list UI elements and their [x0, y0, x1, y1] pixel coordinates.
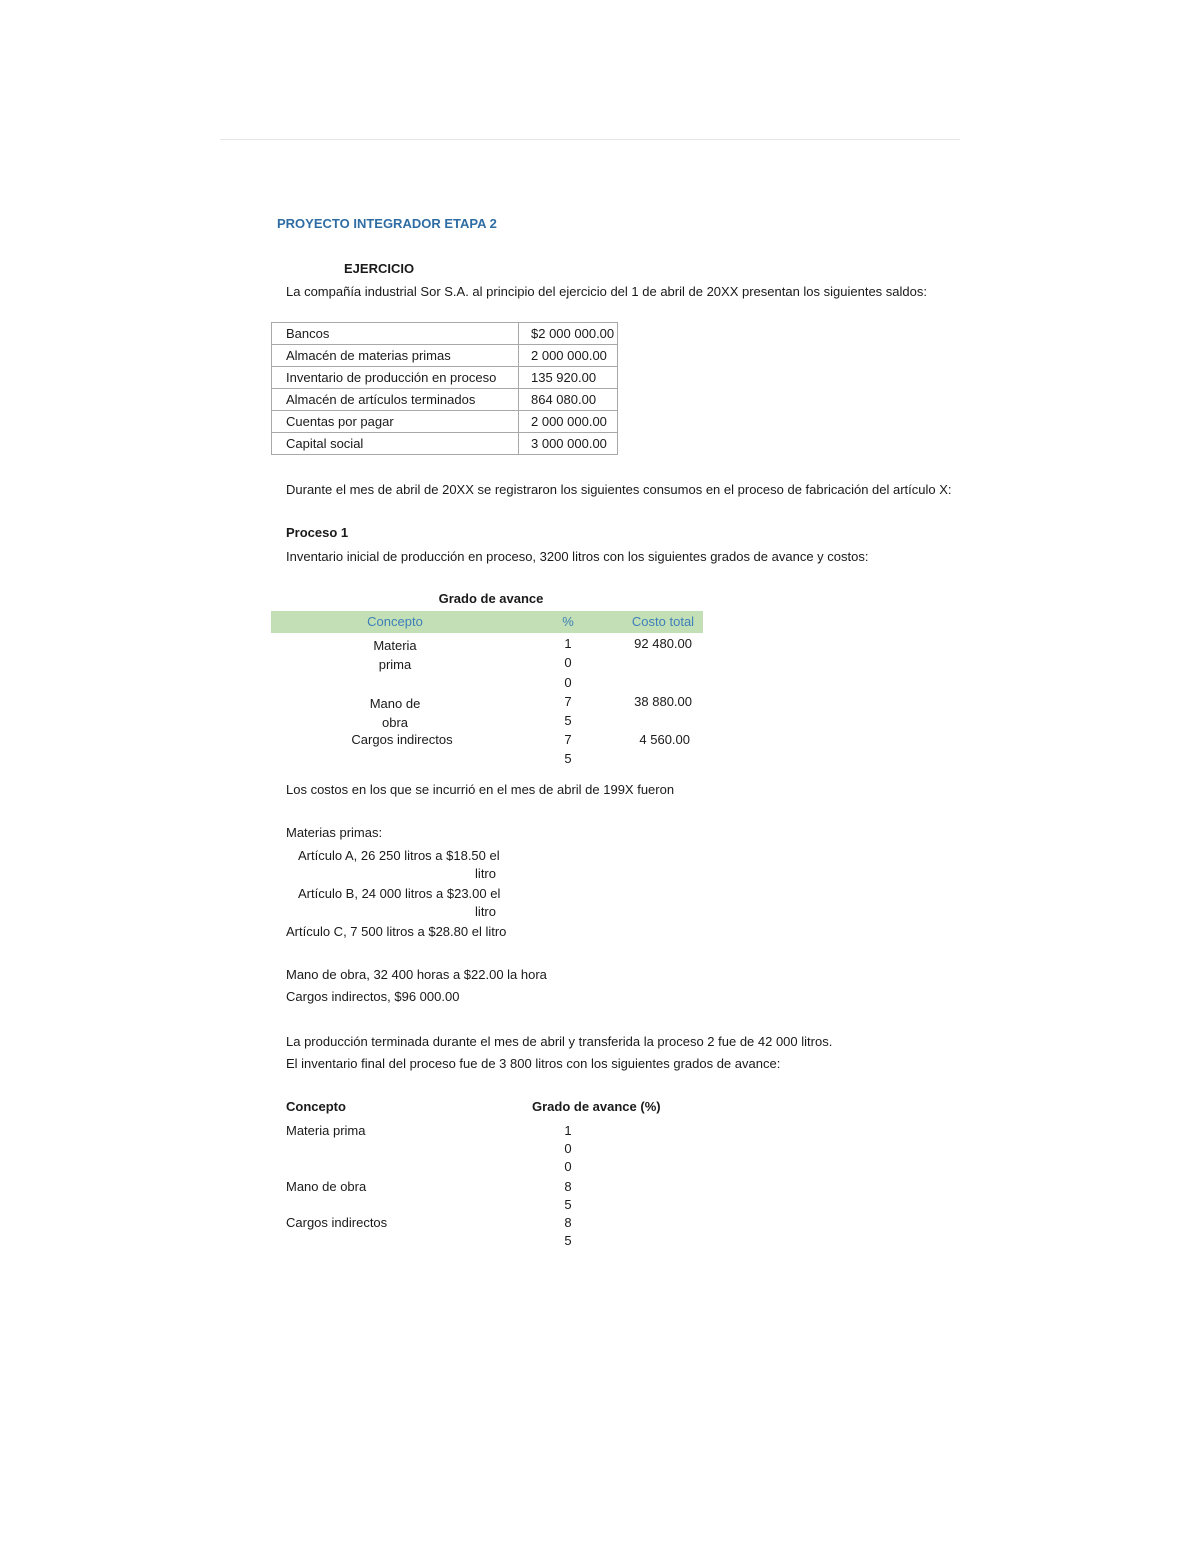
progress-digit: 0 — [564, 1159, 572, 1174]
table-row — [272, 345, 618, 367]
table-row — [272, 433, 618, 455]
row-concept-mano-de-obra: Mano de obra — [369, 696, 421, 730]
percent-digit: 1 — [564, 636, 572, 651]
labor-line: Mano de obra, 32 400 horas a $22.00 la hora — [286, 967, 547, 982]
account-name: Inventario de producción en proceso — [272, 367, 519, 389]
progress-digit: 0 — [564, 1141, 572, 1156]
row-cost: 92 480.00 — [634, 636, 692, 651]
material-b-line2: litro — [475, 904, 496, 919]
account-name: Almacén de materias primas — [272, 345, 519, 367]
header-cost: Costo total — [631, 614, 695, 629]
table-row — [272, 323, 618, 345]
progress-table-caption: Grado de avance — [438, 591, 544, 606]
percent-digit: 7 — [564, 732, 572, 747]
intro-paragraph: La compañía industrial Sor S.A. al principio del ejercicio del 1 de abril de 20XX presentan los siguientes saldos: — [286, 284, 927, 299]
progress-digit: 5 — [564, 1233, 572, 1248]
april-paragraph: Durante el mes de abril de 20XX se registraron los siguientes consumos en el proceso de fabricación del artículo X: — [286, 482, 952, 497]
material-c-line: Artículo C, 7 500 litros a $28.80 el litro — [286, 924, 507, 939]
account-amount: 3 000 000.00 — [519, 433, 618, 455]
costs-intro-paragraph: Los costos en los que se incurrió en el mes de abril de 199X fueron — [286, 782, 675, 797]
final-inventory-paragraph: El inventario final del proceso fue de 3 800 litros con los siguientes grados de avance: — [286, 1056, 781, 1071]
material-a-line2: litro — [475, 866, 496, 881]
account-amount: 864 080.00 — [519, 389, 618, 411]
account-amount: 2 000 000.00 — [519, 345, 618, 367]
document-title: PROYECTO INTEGRADOR ETAPA 2 — [277, 216, 497, 231]
final-row-concept: Cargos indirectos — [286, 1215, 388, 1230]
row-concept-cargos-indirectos: Cargos indirectos — [351, 732, 453, 747]
overhead-line: Cargos indirectos, $96 000.00 — [286, 989, 460, 1004]
table-row — [272, 411, 618, 433]
process-heading: Proceso 1 — [286, 525, 349, 540]
account-name: Cuentas por pagar — [272, 411, 519, 433]
account-amount: 135 920.00 — [519, 367, 618, 389]
account-amount: 2 000 000.00 — [519, 411, 618, 433]
material-a-line1: Artículo A, 26 250 litros a $18.50 el — [298, 848, 500, 863]
row-cost: 38 880.00 — [634, 694, 692, 709]
percent-digit: 7 — [564, 694, 572, 709]
balances-table — [271, 322, 618, 455]
material-b-line1: Artículo B, 24 000 litros a $23.00 el — [298, 886, 501, 901]
account-name: Almacén de artículos terminados — [272, 389, 519, 411]
exercise-heading: EJERCICIO — [344, 261, 415, 276]
final-header-progress: Grado de avance (%) — [532, 1099, 661, 1114]
account-amount: $2 000 000.00 — [519, 323, 618, 345]
final-row-concept: Mano de obra — [286, 1179, 367, 1194]
finished-production-paragraph: La producción terminada durante el mes de abril y transferida la proceso 2 fue de 42 000 litros. — [286, 1034, 833, 1049]
percent-digit: 0 — [564, 675, 572, 690]
progress-digit: 8 — [564, 1215, 572, 1230]
header-concept: Concepto — [367, 614, 423, 629]
table-row — [272, 367, 618, 389]
materials-heading: Materias primas: — [286, 825, 383, 840]
page-top-divider — [220, 139, 960, 140]
initial-inventory-paragraph: Inventario inicial de producción en proceso, 3200 litros con los siguientes grados de avance y costos: — [286, 549, 869, 564]
row-concept-materia-prima: Materia prima — [373, 638, 417, 672]
final-header-concept: Concepto — [286, 1099, 346, 1114]
percent-digit: 5 — [564, 751, 572, 766]
progress-digit: 1 — [564, 1123, 572, 1138]
progress-digit: 8 — [564, 1179, 572, 1194]
account-name: Bancos — [272, 323, 519, 345]
row-cost: 4 560.00 — [639, 732, 690, 747]
percent-digit: 5 — [564, 713, 572, 728]
progress-digit: 5 — [564, 1197, 572, 1212]
header-percent: % — [562, 614, 574, 629]
final-row-concept: Materia prima — [286, 1123, 366, 1138]
account-name: Capital social — [272, 433, 519, 455]
percent-digit: 0 — [564, 655, 572, 670]
table-row — [272, 389, 618, 411]
